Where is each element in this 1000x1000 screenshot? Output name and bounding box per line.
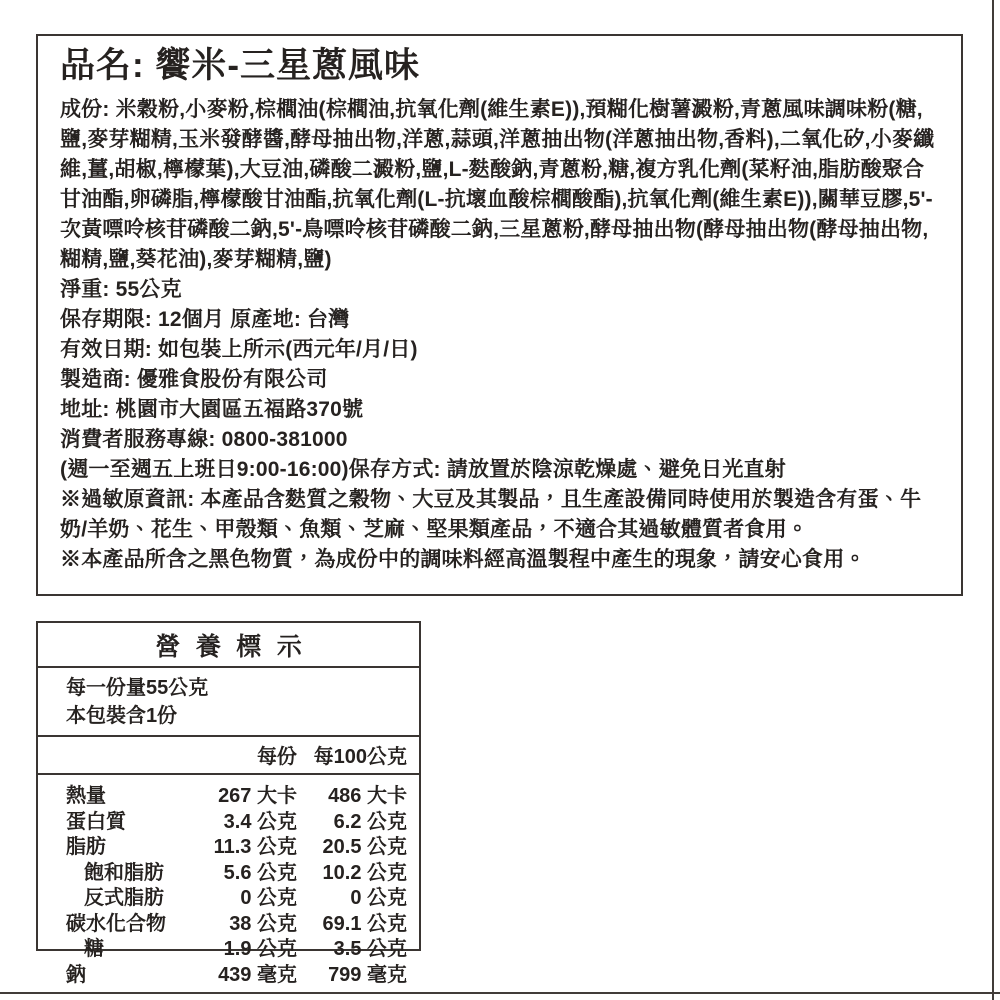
net-weight: 淨重: 55公克 [60,277,182,301]
service-line: 消費者服務專線: 0800-381000 [60,427,348,451]
ingredients-text: 成份: 米穀粉,小麥粉,棕櫚油(棕櫚油,抗氧化劑(維生素E)),預糊化樹薯澱粉,青蔥風味調味粉(糖,鹽,麥芽糊精,玉米發酵醬,酵母抽出物,洋蔥,蒜頭,洋蔥抽出物(洋蔥抽出物,香料),二氧化矽,小麥纖維,薑,胡椒,檸檬葉),大豆油,磷酸二澱粉,鹽,L-麩酸鈉,青蔥粉,糖,複方乳化劑(菜籽油,脂肪酸聚合甘油酯,卵磷脂,檸檬酸甘油酯,抗氧化劑(L-抗壞血酸棕櫚酸酯),抗氧化劑(維生素E)),關華豆膠,5'-次黃嘌呤核苷磷酸二鈉,5'-鳥嘌呤核苷磷酸二鈉,三星蔥粉,酵母抽出物(酵母抽出物(酵母抽出物,糊精,鹽,葵花油),麥芽糊精,鹽) [60,97,935,271]
table-row-carbohydrate: 碳水化合物 38 公克 69.1 公克 [66,912,407,935]
column-header-per-serving: 每份 [257,746,297,768]
table-row-saturated-fat: 飽和脂肪 5.6 公克 10.2 公克 [84,861,407,884]
serving-info [38,668,419,737]
address: 地址: 桃園市大園區五福路370號 [60,397,364,421]
manufacturer: 製造商: 優雅食股份有限公司 [60,367,328,391]
page-frame-right-edge [992,0,994,1000]
black-matter-notice: ※本產品所含之黑色物質，為成份中的調味料經高溫製程中產生的現象，請安心食用。 [60,547,866,571]
product-info-panel [36,34,963,596]
product-info-text [60,95,941,575]
table-row-calories: 熱量 267 大卡 486 大卡 [66,785,407,807]
nutrition-title: 營養標示 [38,623,419,668]
allergen-notice: ※過敏原資訊: 本產品含麩質之穀物、大豆及其製品，且生產設備同時使用於製造含有蛋、牛奶/羊奶、花生、甲殼類、魚類、芝麻、堅果類產品，不適合其過敏體質者食用。 [60,487,922,541]
nutrition-rows [38,775,419,988]
product-title: 品名: 饗米-三星蔥風味 [60,46,421,85]
table-row-protein: 蛋白質 3.4 公克 6.2 公克 [66,810,407,833]
page-frame-bottom-edge [0,992,1000,994]
nutrition-facts-panel [36,621,421,986]
column-header-per-100g: 每100公克 [313,746,407,768]
servings-per-pack: 本包裝含1份 [66,705,178,727]
table-row-fat: 脂肪 11.3 公克 20.5 公克 [66,836,407,858]
shelf-life-origin: 保存期限: 12個月 原產地: 台灣 [60,307,350,331]
table-row-trans-fat: 反式脂肪 0 公克 0 公克 [84,887,407,909]
serving-size: 每一份量55公克 [66,677,209,699]
nutrition-column-headers [38,737,419,775]
expiry-date: 有效日期: 如包裝上所示(西元年/月/日) [60,337,418,361]
table-row-sugar: 糖 1.9 公克 3.5 公克 [84,938,407,960]
table-row-sodium: 鈉 439 毫克 799 毫克 [66,963,407,986]
service-hours-storage: (週一至週五上班日9:00-16:00)保存方式: 請放置於陰涼乾燥處、避免日光直射 [60,457,786,481]
